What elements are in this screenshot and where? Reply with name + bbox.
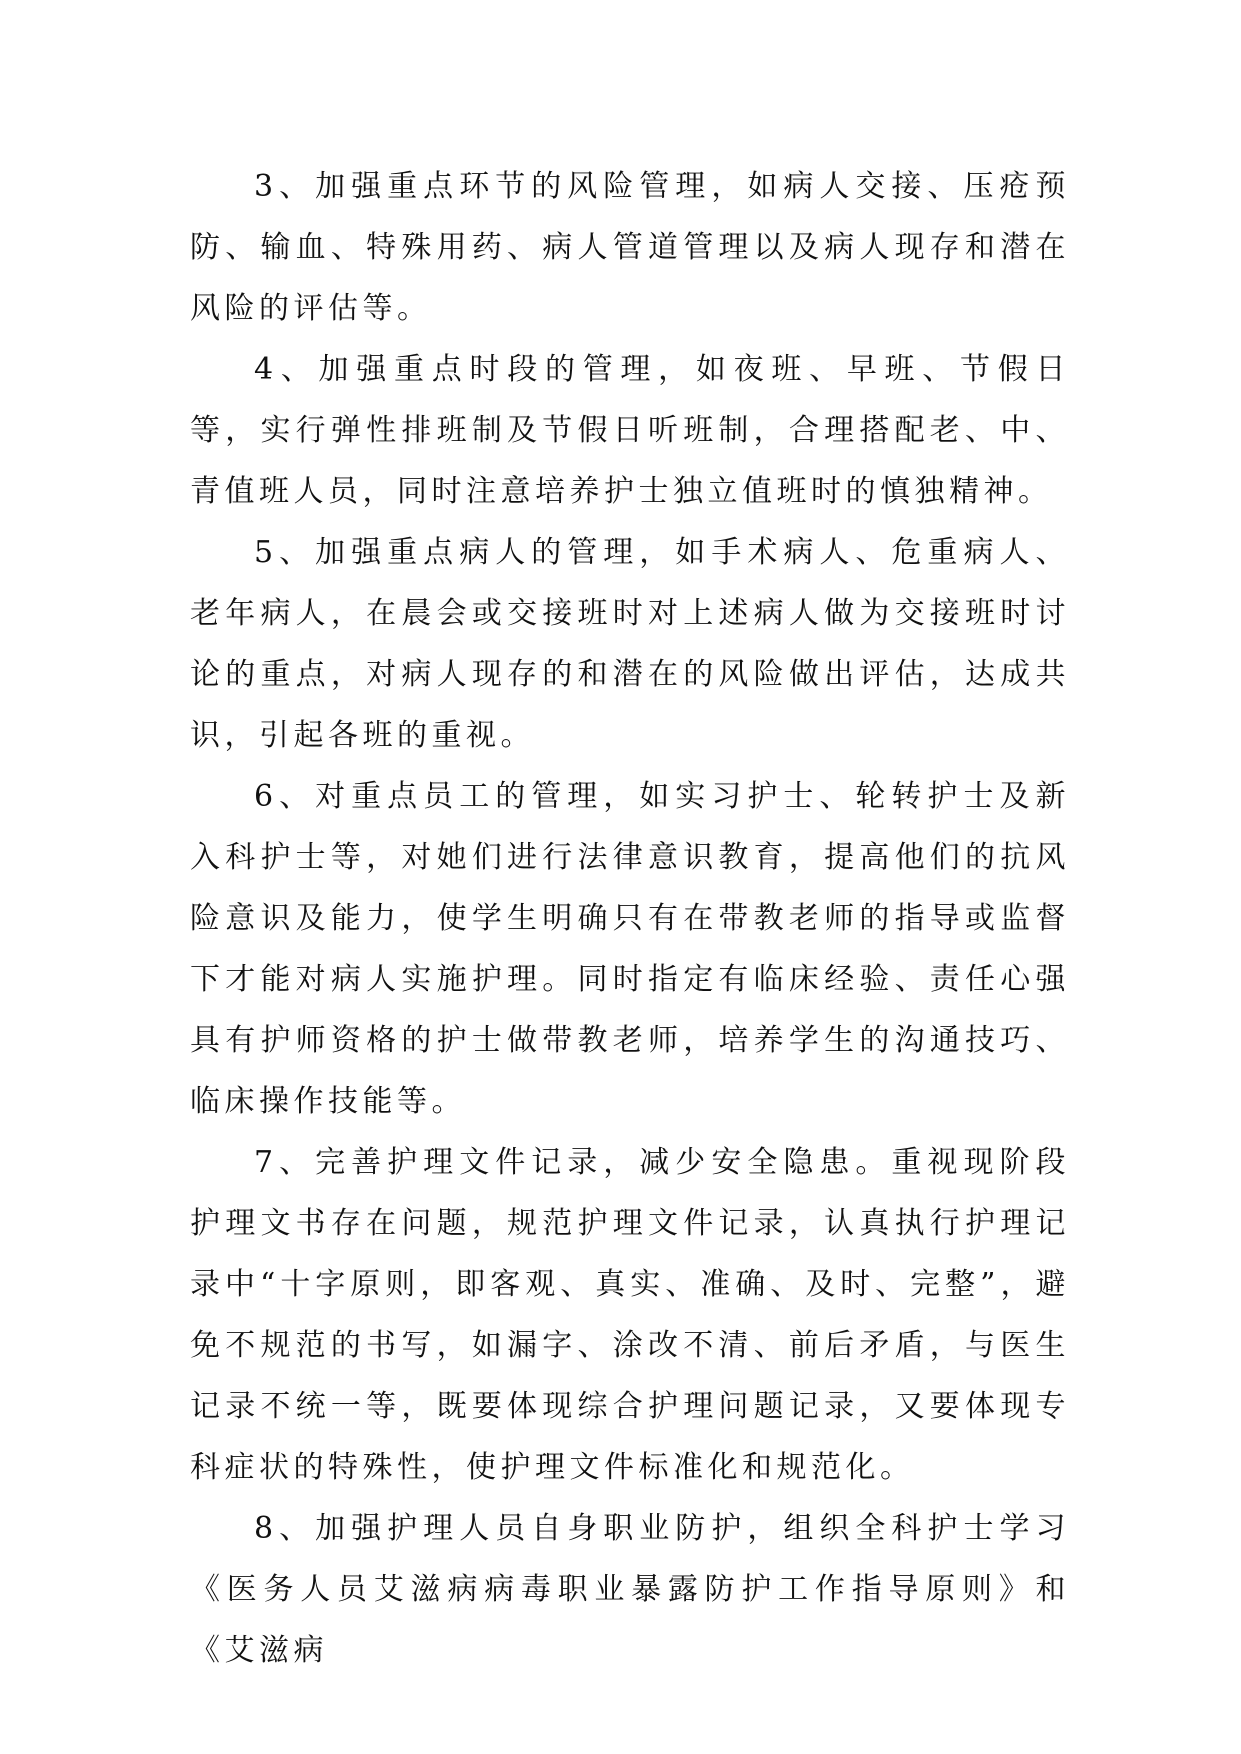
paragraph-5: 5、加强重点病人的管理，如手术病人、危重病人、老年病人，在晨会或交接班时对上述病人做为交接班时讨论的重点，对病人现存的和潜在的风险做出评估，达成共识，引起各班的重视。 xyxy=(190,535,1070,753)
paragraph-6: 6、对重点员工的管理，如实习护士、轮转护士及新入科护士等，对她们进行法律意识教育，提高他们的抗风险意识及能力，使学生明确只有在带教老师的指导或监督下才能对病人实施护理。同时指定有临床经验、责任心强具有护师资格的护士做带教老师，培养学生的沟通技巧、临床操作技能等。 xyxy=(190,779,1070,1119)
paragraph-3: 3、加强重点环节的风险管理，如病人交接、压疮预防、输血、特殊用药、病人管道管理以及病人现存和潜在风险的评估等。 xyxy=(190,169,1070,326)
document-body xyxy=(190,156,1070,1681)
paragraph-8: 8、加强护理人员自身职业防护，组织全科护士学习《医务人员艾滋病病毒职业暴露防护工作指导原则》和《艾滋病 xyxy=(190,1511,1070,1668)
paragraph-4: 4、加强重点时段的管理，如夜班、早班、节假日等，实行弹性排班制及节假日听班制，合理搭配老、中、青值班人员，同时注意培养护士独立值班时的慎独精神。 xyxy=(190,352,1070,509)
paragraph-7: 7、完善护理文件记录，减少安全隐患。重视现阶段护理文书存在问题，规范护理文件记录，认真执行护理记录中“十字原则，即客观、真实、准确、及时、完整”，避免不规范的书写，如漏字、涂改不清、前后矛盾，与医生记录不统一等，既要体现综合护理问题记录，又要体现专科症状的特殊性，使护理文件标准化和规范化。 xyxy=(190,1145,1070,1485)
